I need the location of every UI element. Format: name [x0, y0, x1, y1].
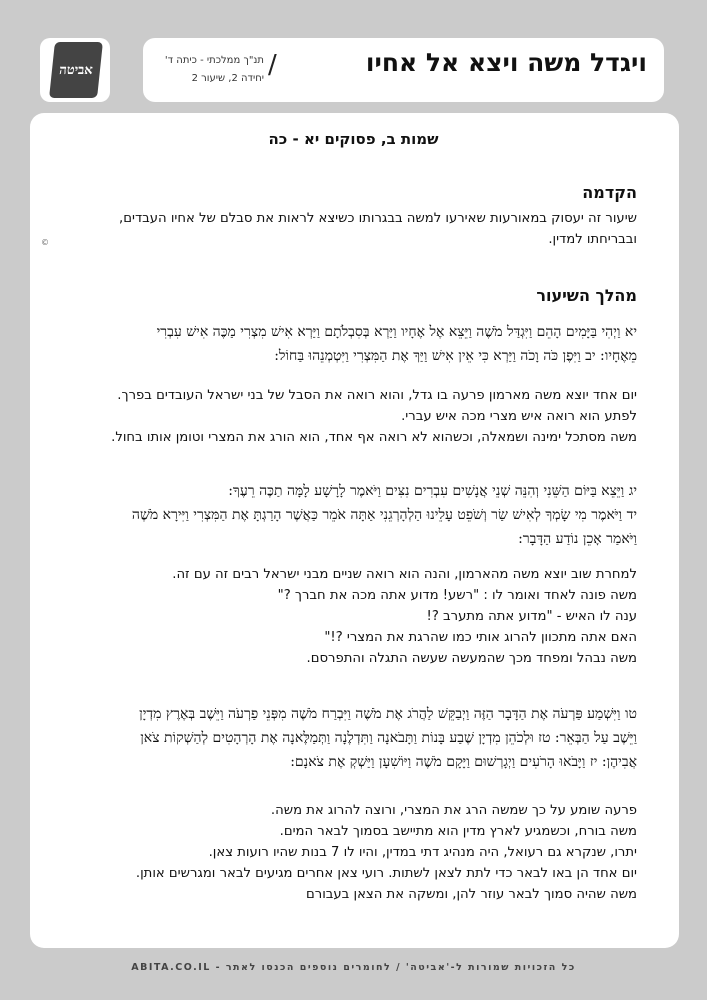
subtitle-grade: תנ"ך ממלכתי - כיתה ד'	[164, 55, 264, 66]
paragraph-2: למחרת שוב יוצא משה מהארמון, והנה הוא רואה שניים מבני ישראל רבים זה עם זה. משה פונה לאחד ואומר לו : "רשע! מדוע אתה מכה את חברך ?" ענה לו האיש - "מדוע אתה מתערב ?! האם אתה מתכוון להרוג אותי כמו שהרגת את המצרי ?!" משה נבהל ומפחד מכך שהמעשה שעשה התגלה והתפרסם.	[172, 567, 637, 666]
intro-text: שיעור זה יעסוק במאורעות שאירעו למשה בבגרותו כשיצא לראות את סבלם של אחיו העבדים, ובבריחתו למדין.	[119, 211, 637, 247]
paragraph-3: פרעה שומע על כך שמשה הרג את המצרי, ורוצה להרוג את משה. משה בורח, וכשמגיע לארץ מדין הוא מתיישב בסמוך לבאר המים. יתרו, שנקרא גם רעואל, היה מנהיג דתי במדין, והיו לו 7 בנות שהיו רועות צאן. יום אחד הן באו לבאר כדי לתת לצאן לשתות. רועי צאן אחרים מגיעים לבאר ומגרשים אותן. משה שהיה סמוך לבאר עוזר להן, ומשקה את הצאן בעבורם	[135, 803, 637, 902]
intro-heading: הקדמה	[582, 183, 637, 202]
verse-block-1: יא וַיְהִי בַּיָּמִים הָהֵם וַיִּגְדַּל מֹשֶׁה וַיֵּצֵא אֶל אֶחָיו וַיַּרְא בְּסִבְלֹתָם וַיַּרְא אִישׁ מִצְרִי מַכֶּה אִישׁ עִבְרִי מֵאֶחָיו: יב וַיִּפֶן כֹּה וָכֹה וַיַּרְא כִּי אֵין אִישׁ וַיַּךְ אֶת הַמִּצְרִי וַיִּטְמְנֵהוּ בַּחוֹל:	[156, 324, 637, 364]
lesson-heading: מהלך השיעור	[536, 286, 637, 305]
title-divider: /	[268, 50, 277, 80]
subtitle-unit: יחידה 2, שיעור 2	[191, 73, 264, 84]
copyright-mark: ©	[41, 238, 49, 247]
verse-block-3: טו וַיִּשְׁמַע פַּרְעֹה אֶת הַדָּבָר הַזֶּה וַיְבַקֵּשׁ לַהֲרֹג אֶת מֹשֶׁה וַיִּבְרַח מֹשֶׁה מִפְּנֵי פַרְעֹה וַיֵּשֶׁב בְּאֶרֶץ מִדְיָן וַיֵּשֶׁב עַל הַבְּאֵר: טז וּלְכֹהֵן מִדְיָן שֶׁבַע בָּנוֹת וַתָּבֹאנָה וַתִּדְלֶנָה וַתְּמַלֶּאנָה אֶת הָרְהָטִים לְהַשְׁקוֹת צֹאן אֲבִיהֶן: יז וַיָּבֹאוּ הָרֹעִים וַיְגָרְשׁוּם וַיָּקָם מֹשֶׁה וַיּוֹשִׁעָן וַיַּשְׁקְ אֶת צֹאנָם:	[139, 706, 637, 770]
page-title: ויגדל משה ויצא אל אחיו	[365, 48, 647, 77]
footer-copyright: כל הזכויות שמורות ל-'אביטה' / לחומרים נוספים הכנסו לאתר - ABITA.CO.IL	[131, 962, 576, 973]
paragraph-1: יום אחד יוצא משה מארמון פרעה בו גדל, והוא רואה את הסבל של בני ישראל העובדים בפרך. לפתע הוא רואה איש מצרי מכה איש עברי. משה מסתכל ימינה ושמאלה, וכשהוא לא רואה אף אחד, הוא הורג את המצרי וטומן אותו בחול.	[111, 388, 637, 445]
verse-block-2: יג וַיֵּצֵא בַּיּוֹם הַשֵּׁנִי וְהִנֵּה שְׁנֵי אֲנָשִׁים עִבְרִים נִצִּים וַיֹּאמֶר לָרָשָׁע לָמָּה תַכֶּה רֵעֶךָ: יד וַיֹּאמֶר מִי שָׂמְךָ לְאִישׁ שַׂר וְשֹׁפֵט עָלֵינוּ הַלְהָרְגֵנִי אַתָּה אֹמֵר כַּאֲשֶׁר הָרַגְתָּ אֶת הַמִּצְרִי וַיִּירָא מֹשֶׁה וַיֹּאמַר אָכֵן נוֹדַע הַדָּבָר:	[131, 483, 637, 547]
source-reference: שמות ב, פסוקים יא - כה	[268, 130, 439, 148]
abita-logo: אביטה	[49, 42, 103, 98]
